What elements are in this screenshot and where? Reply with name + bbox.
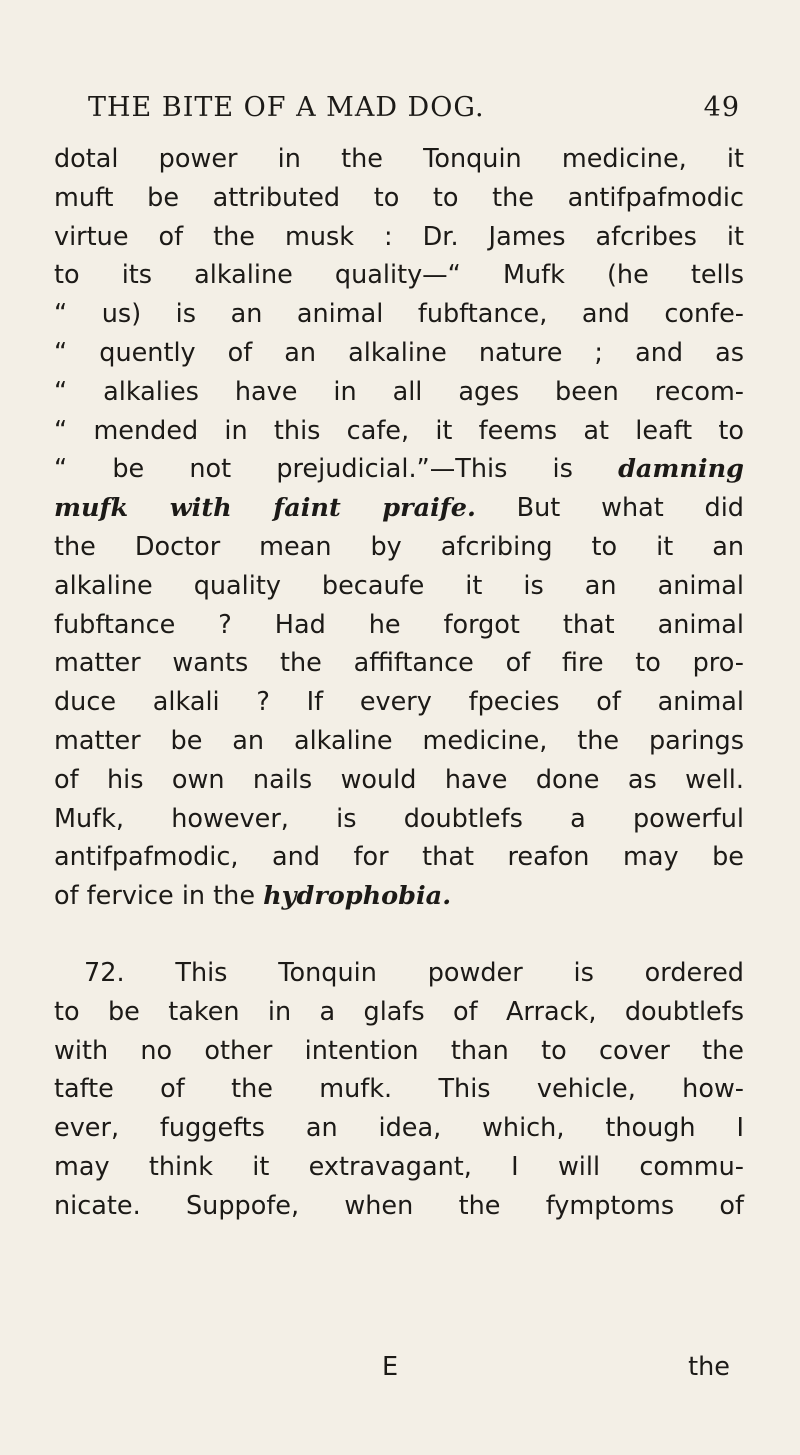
text-line: Mufk, however, is doubtlefs a powerful: [54, 803, 744, 834]
text-line: duce alkali ? If every fpecies of animal: [54, 687, 744, 718]
paragraph-gap: [54, 916, 744, 954]
text-line: “ alkalies have in all ages been recom-: [54, 376, 744, 407]
text-run: of fervice in the: [54, 881, 264, 912]
text-line: alkaline quality becaufe it is an animal: [54, 570, 744, 601]
text-line: [54, 450, 744, 489]
text-line: with no other intention than to cover the: [54, 1035, 744, 1066]
italic-text: damning: [618, 454, 744, 485]
text-line: 72. This Tonquin powder is ordered: [84, 957, 744, 988]
page-number: 49: [703, 92, 740, 123]
text-line: the Doctor mean by afcribing to it an: [54, 531, 744, 562]
text-line: virtue of the musk : Dr. James afcribes it: [54, 221, 744, 252]
text-run: But what did: [475, 493, 744, 524]
text-line: to its alkaline quality—“ Mufk (he tells: [54, 260, 744, 291]
running-title: THE BITE OF A MAD DOG.: [88, 92, 485, 123]
text-line: “ us) is an animal fubftance, and confe-: [54, 299, 744, 330]
text-line: nicate. Suppofe, when the fymptoms of: [54, 1190, 744, 1221]
signature-mark: E: [382, 1352, 399, 1382]
text-line: of his own nails would have done as well.: [54, 764, 744, 795]
text-line: tafte of the mufk. This vehicle, how-: [54, 1074, 744, 1105]
text-line: “ mended in this cafe, it feems at leaft to: [54, 415, 744, 446]
paragraph: [54, 954, 744, 1226]
text-line: matter be an alkaline medicine, the parings: [54, 725, 744, 756]
text-line: [54, 877, 744, 916]
text-line: “ quently of an alkaline nature ; and as: [54, 337, 744, 368]
text-line: muft be attributed to to the antifpafmodic: [54, 182, 744, 213]
text-line: matter wants the affiftance of fire to pro-: [54, 648, 744, 679]
text-line: to be taken in a glafs of Arrack, doubtlefs: [54, 996, 744, 1027]
text-run: “ be not prejudicial.”—This is: [54, 454, 619, 485]
text-line: dotal power in the Tonquin medicine, it: [54, 144, 744, 174]
text-line: fubftance ? Had he forgot that animal: [54, 609, 744, 640]
italic-text: hydrophobia.: [263, 881, 452, 912]
text-line: may think it extravagant, I will commu-: [54, 1151, 744, 1182]
text-line: ever, fuggefts an idea, which, though I: [54, 1113, 744, 1144]
running-header: [88, 92, 740, 132]
italic-text: mufk with faint praife.: [54, 493, 476, 524]
text-line: antifpafmodic, and for that reafon may be: [54, 842, 744, 873]
text-line: [54, 489, 744, 528]
page-footer: [54, 1352, 744, 1392]
catchword: the: [688, 1352, 730, 1382]
paragraph: [54, 140, 744, 916]
body-text: [54, 140, 744, 1226]
